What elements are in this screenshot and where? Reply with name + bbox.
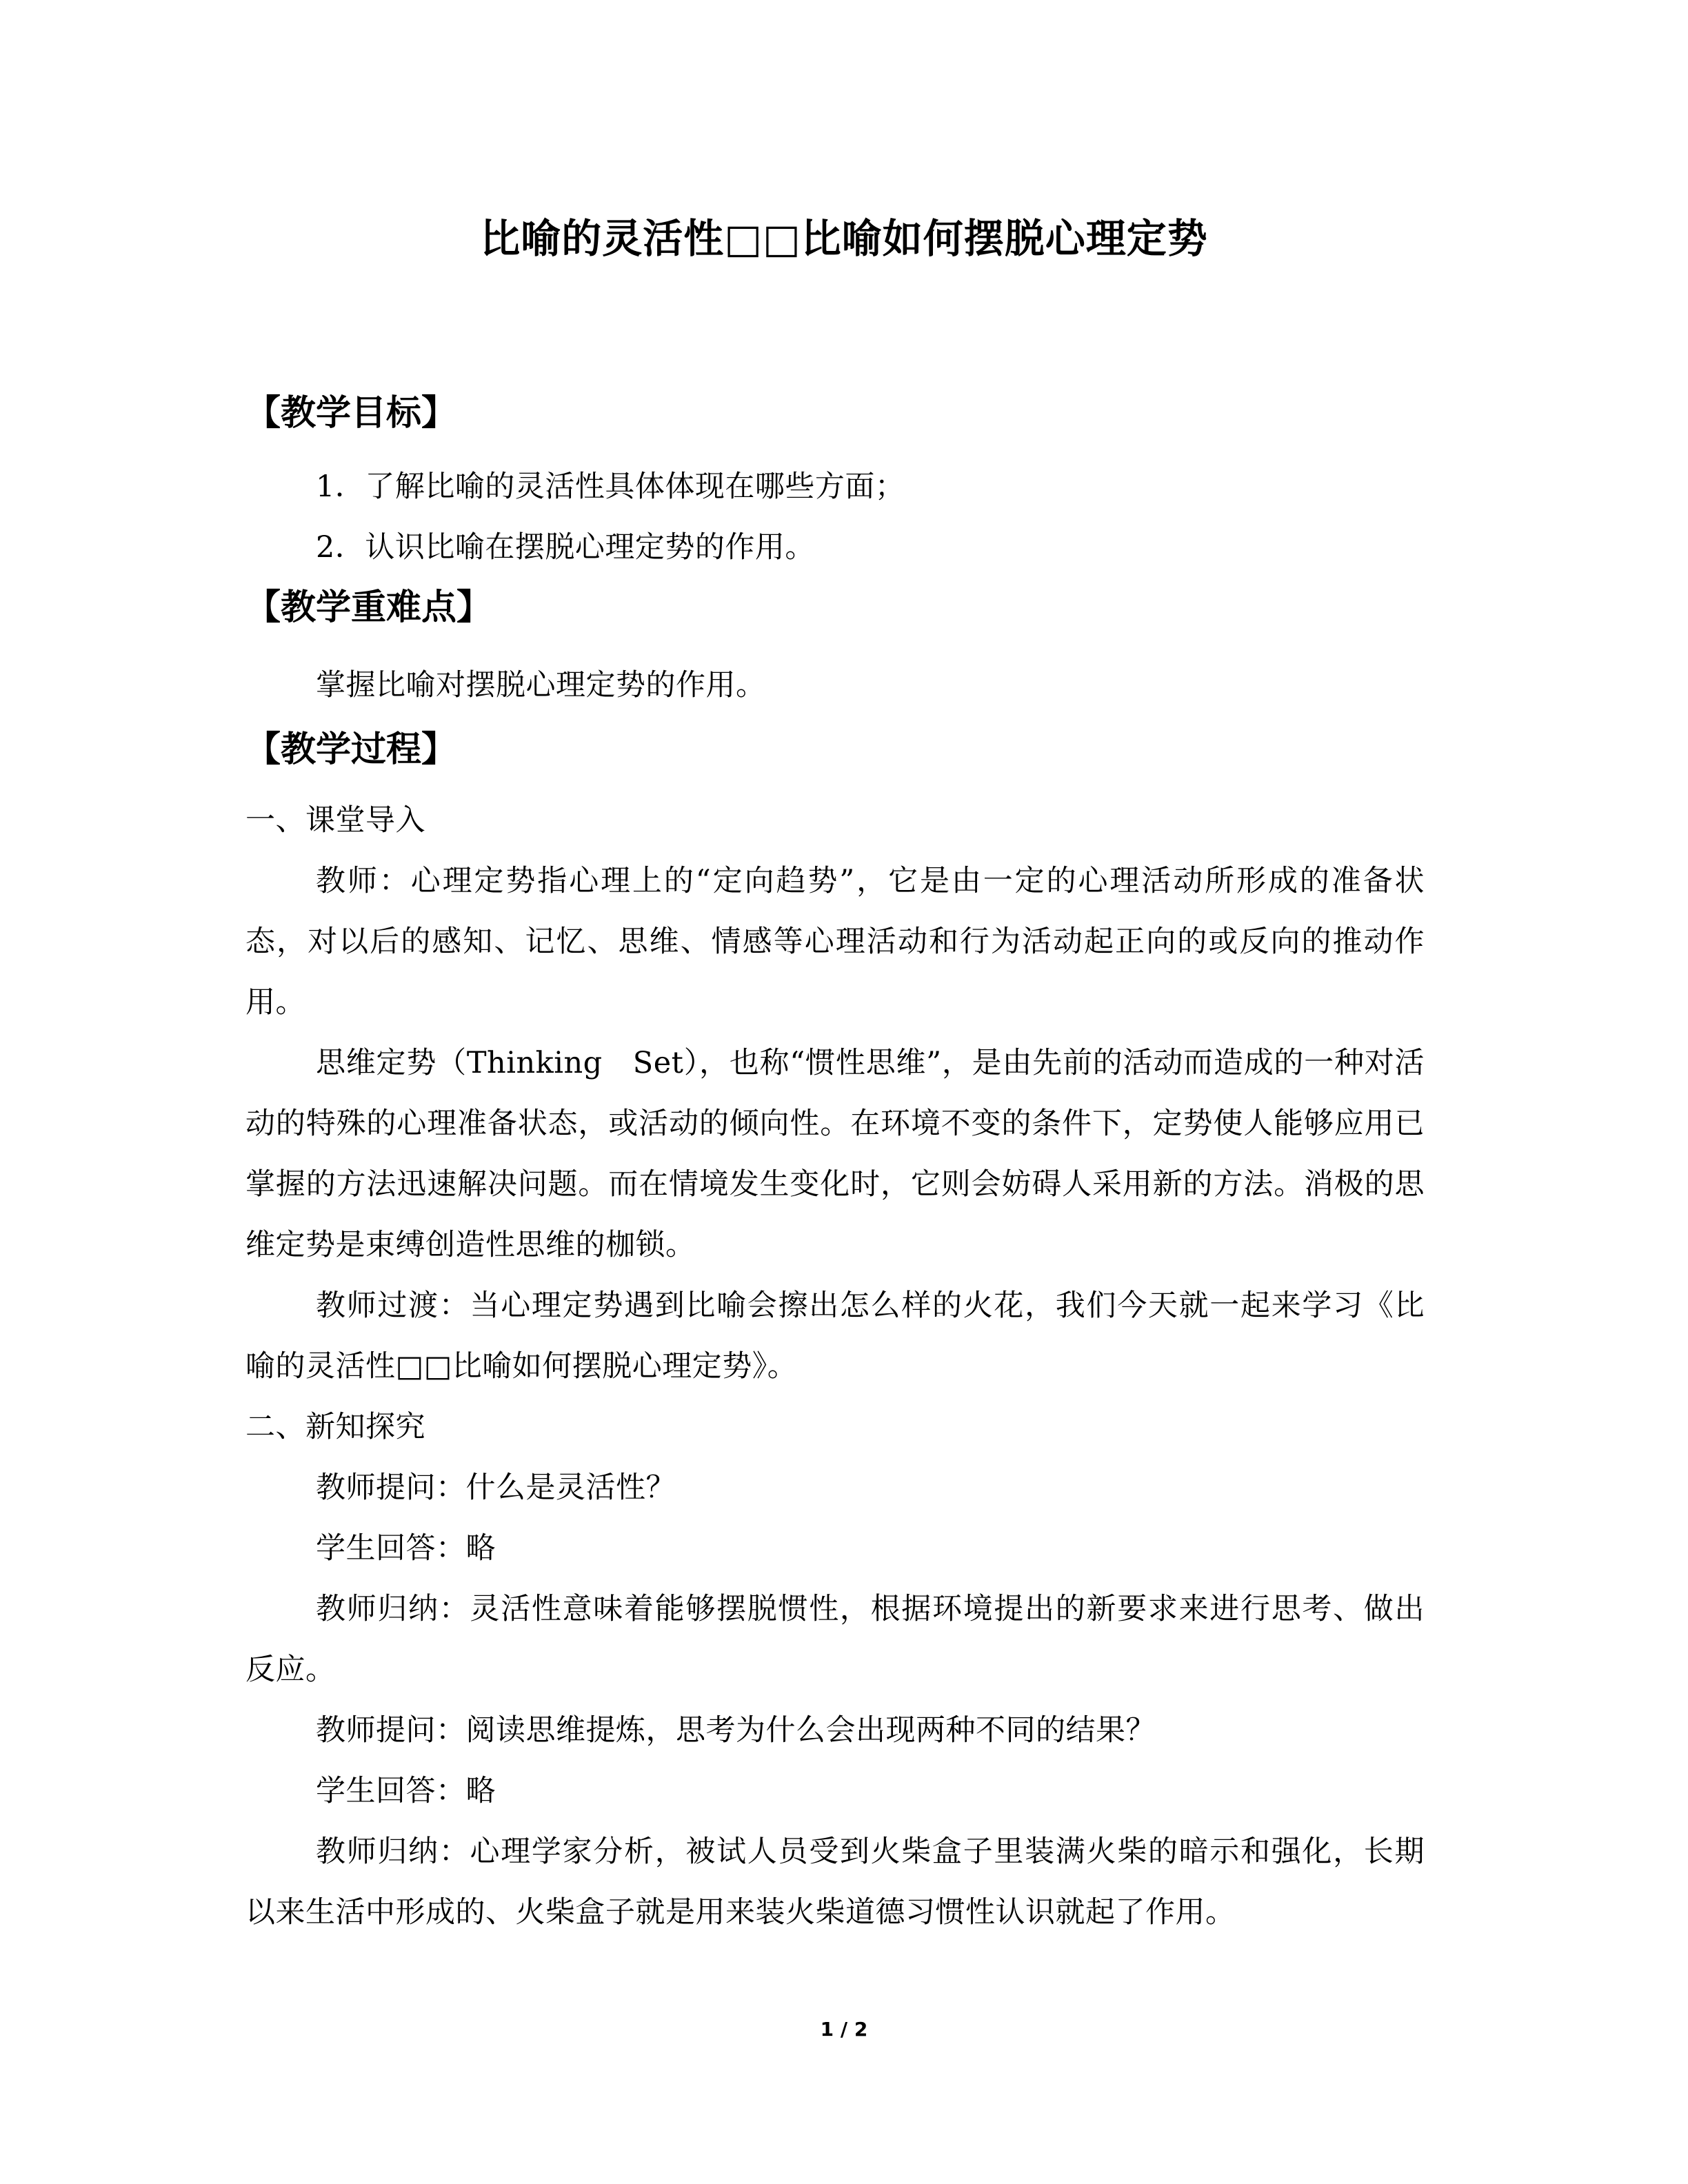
student-answer-1: 学生回答：略 bbox=[316, 1531, 496, 1566]
goal-item-1: 1．了解比喻的灵活性具体体现在哪些方面； bbox=[316, 469, 905, 504]
section-heading-key-points: 【教学重难点】 bbox=[245, 587, 492, 628]
goal-item-2: 2．认识比喻在摆脱心理定势的作用。 bbox=[316, 530, 815, 565]
teacher-question-1: 教师提问：什么是灵活性？ bbox=[316, 1470, 676, 1505]
student-answer-2: 学生回答：略 bbox=[316, 1774, 496, 1808]
process-part2-label: 二、新知探究 bbox=[245, 1410, 425, 1444]
document-title: 比喻的灵活性□□比喻如何摆脱心理定势 bbox=[480, 215, 1208, 262]
section-heading-goals: 【教学目标】 bbox=[245, 393, 457, 434]
document-body bbox=[245, 386, 1425, 1943]
paragraph-definition: 教师：心理定势指心理上的“定向趋势”，它是由一定的心理活动所形成的准备状态，对以后的感知、记忆、思维、情感等心理活动和行为活动起正向的或反向的推动作用。 bbox=[245, 864, 1425, 1020]
teacher-summary-2: 教师归纳：心理学家分析，被试人员受到火柴盒子里装满火柴的暗示和强化，长期以来生活中形成的、火柴盒子就是用来装火柴道德习惯性认识就起了作用。 bbox=[245, 1834, 1425, 1930]
section-heading-process: 【教学过程】 bbox=[245, 729, 457, 770]
process-part1-label: 一、课堂导入 bbox=[245, 803, 425, 838]
page-number: 1 / 2 bbox=[820, 2018, 868, 2041]
teacher-summary-1: 教师归纳：灵活性意味着能够摆脱惯性，根据环境提出的新要求来进行思考、做出反应。 bbox=[245, 1592, 1425, 1687]
paragraph-thinking-set: 思维定势（Thinking Set），也称“惯性思维”，是由先前的活动而造成的一种对活动的特殊的心理准备状态，或活动的倾向性。在环境不变的条件下，定势使人能够应用已掌握的方法迅速解决问题。而在情境发生变化时，它则会妨碍人采用新的方法。消极的思维定势是束缚创造性思维的枷锁。 bbox=[245, 1046, 1425, 1262]
paragraph-transition: 教师过渡：当心理定势遇到比喻会擦出怎么样的火花，我们今天就一起来学习《比喻的灵活性□□比喻如何摆脱心理定势》。 bbox=[245, 1288, 1425, 1384]
key-points-text: 掌握比喻对摆脱心理定势的作用。 bbox=[316, 668, 766, 702]
teacher-question-2: 教师提问：阅读思维提炼，思考为什么会出现两种不同的结果？ bbox=[316, 1713, 1156, 1748]
